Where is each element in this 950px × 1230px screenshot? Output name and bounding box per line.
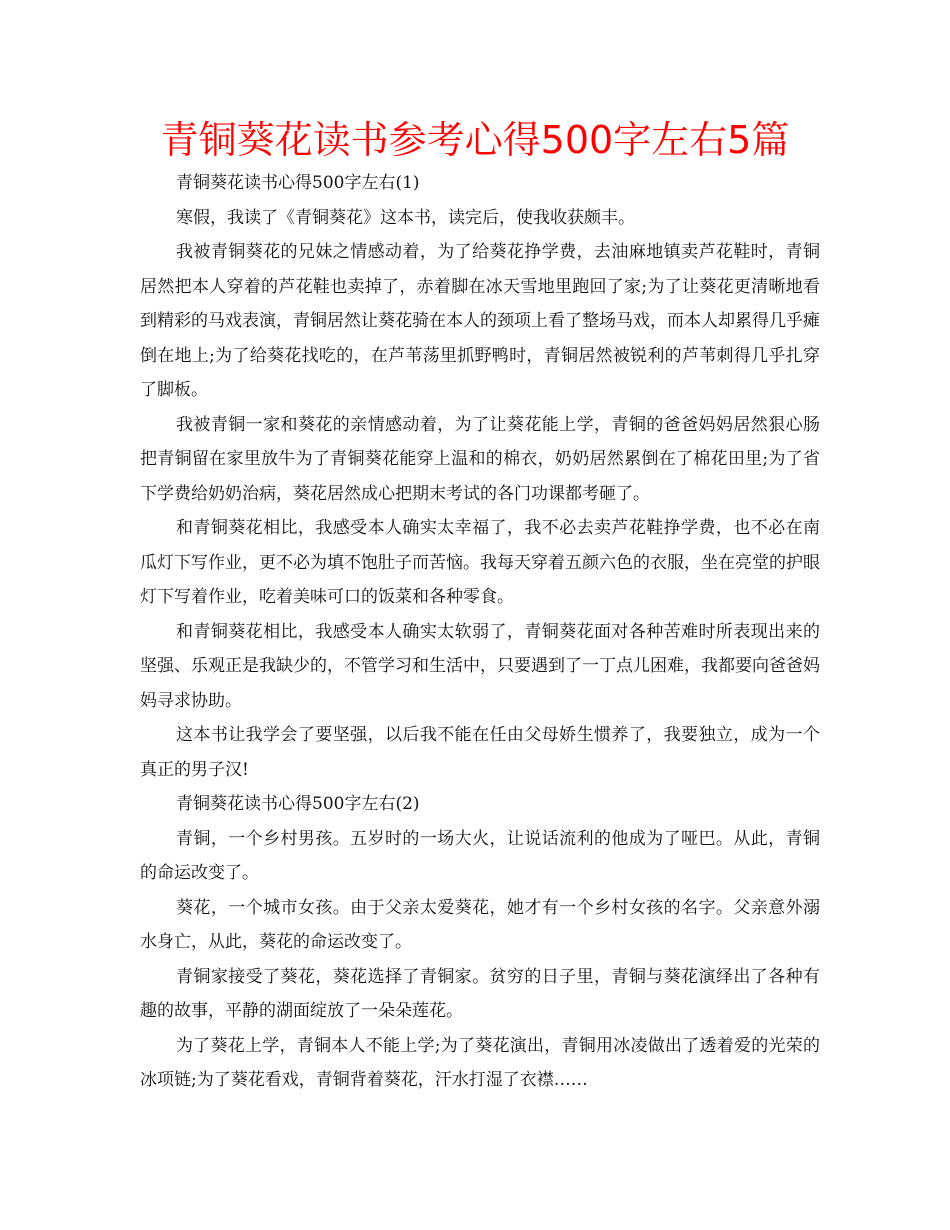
paragraph: 和青铜葵花相比，我感受本人确实太幸福了，我不必去卖芦花鞋挣学费，也不必在南瓜灯下写作业，更不必为填不饱肚子而苦恼。我每天穿着五颜六色的衣服，坐在亮堂的护眼灯下写着作业，吃着美味可口的饭菜和各种零食。 [140, 518, 820, 607]
paragraph: 我被青铜葵花的兄妹之情感动着，为了给葵花挣学费，去油麻地镇卖芦花鞋时，青铜居然把本人穿着的芦花鞋也卖掉了，赤着脚在冰天雪地里跑回了家;为了让葵花更清晰地看到精彩的马戏表演，青铜居然让葵花骑在本人的颈项上看了整场马戏，而本人却累得几乎瘫倒在地上;为了给葵花找吃的，在芦苇荡里抓野鸭时，青铜居然被锐利的芦苇刺得几乎扎穿了脚板。 [140, 242, 820, 400]
paragraph: 和青铜葵花相比，我感受本人确实太软弱了，青铜葵花面对各种苦难时所表现出来的坚强、乐观正是我缺少的，不管学习和生活中，只要遇到了一丁点儿困难，我都要向爸爸妈妈寻求协助。 [140, 621, 820, 711]
paragraph: 青铜家接受了葵花，葵花选择了青铜家。贫穷的日子里，青铜与葵花演绎出了各种有趣的故事，平静的湖面绽放了一朵朵莲花。 [140, 966, 820, 1021]
paragraph: 青铜，一个乡村男孩。五岁时的一场大火，让说话流利的他成为了哑巴。从此，青铜的命运改变了。 [140, 828, 820, 883]
paragraph: 这本书让我学会了要坚强，以后我不能在任由父母娇生惯养了，我要独立，成为一个真正的男子汉! [140, 725, 820, 780]
paragraph: 寒假，我读了《青铜葵花》这本书，读完后，使我收获颇丰。 [176, 207, 635, 228]
section-heading-2: 青铜葵花读书心得500字左右(2) [176, 794, 420, 814]
section-heading-1: 青铜葵花读书心得500字左右(1) [176, 173, 420, 193]
paragraph: 为了葵花上学，青铜本人不能上学;为了葵花演出，青铜用冰凌做出了透着爱的光荣的冰项链;为了葵花看戏，青铜背着葵花，汗水打湿了衣襟…… [140, 1035, 820, 1090]
paragraph: 我被青铜一家和葵花的亲情感动着，为了让葵花能上学，青铜的爸爸妈妈居然狠心肠把青铜留在家里放牛为了青铜葵花能穿上温和的棉衣，奶奶居然累倒在了棉花田里;为了省下学费给奶奶治病，葵花居然成心把期末考试的各门功课都考砸了。 [140, 414, 820, 504]
document-title: 青铜葵花读书参考心得500字左右5篇 [160, 118, 790, 162]
paragraph: 葵花，一个城市女孩。由于父亲太爱葵花，她才有一个乡村女孩的名字。父亲意外溺水身亡，从此，葵花的命运改变了。 [140, 897, 820, 952]
document-body [140, 166, 820, 1098]
